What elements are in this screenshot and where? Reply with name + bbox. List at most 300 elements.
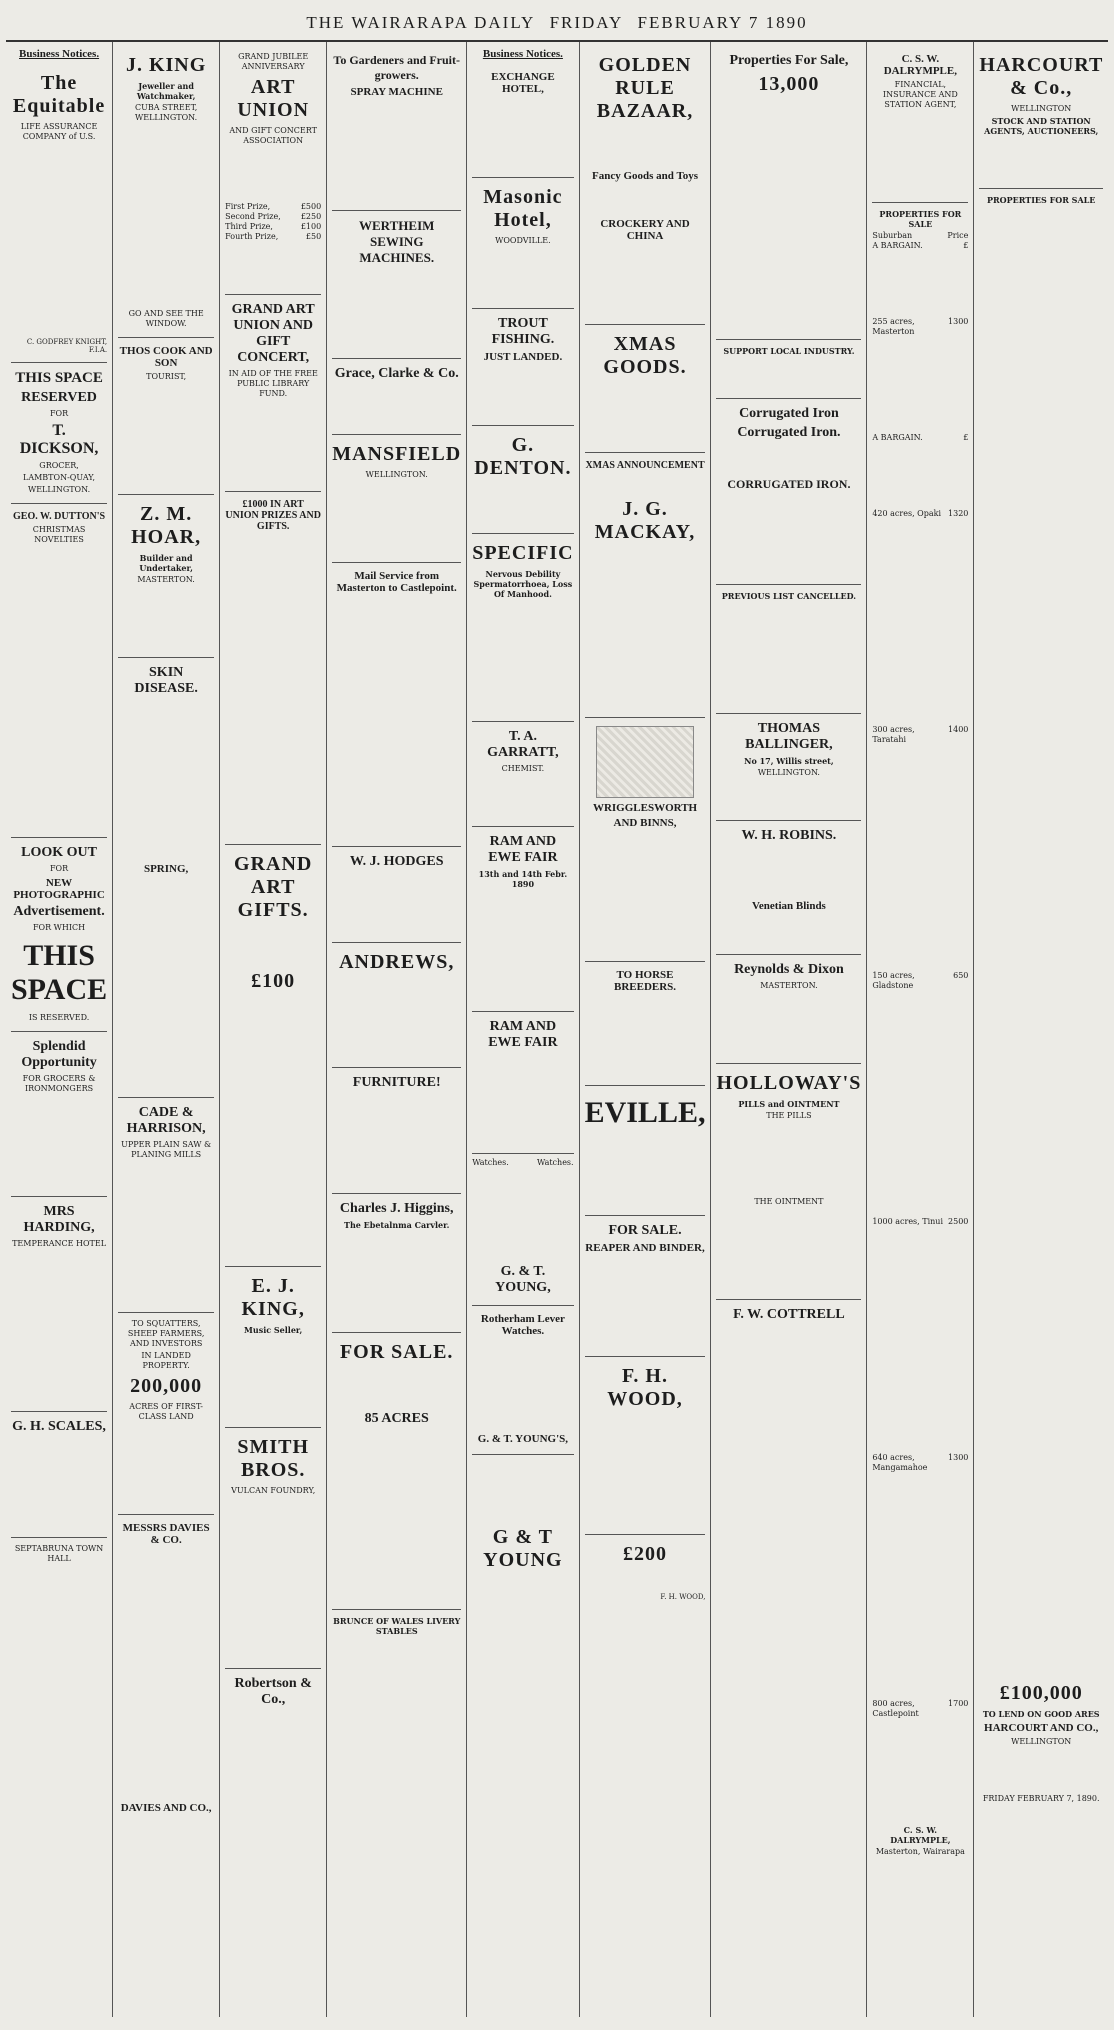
ad-title: To Gardeners and Fruit-growers.	[333, 53, 460, 82]
ad-body	[11, 145, 107, 335]
ad-body	[332, 873, 461, 933]
ad-title: SEPTABRUNA TOWN HALL	[14, 1544, 104, 1563]
ad-body	[979, 208, 1103, 1678]
ad-body	[332, 1430, 461, 1600]
ad-horse-breeders	[585, 962, 706, 1086]
ad-title: EVILLE,	[584, 1096, 706, 1129]
ad-title: ANDREWS,	[339, 951, 455, 973]
ad-body	[872, 340, 968, 430]
ad-cook	[118, 338, 214, 495]
page-footer: FRIDAY FEBRUARY 7, 1890.	[982, 1794, 1100, 1803]
ad-title: G. & T. YOUNG,	[495, 1264, 551, 1295]
ad-title: E. J. KING,	[241, 1275, 305, 1320]
ad-body	[872, 994, 968, 1214]
ad-subtitle: Music Seller,	[244, 1325, 303, 1335]
ad-line: JUST LANDED.	[483, 351, 563, 363]
ad-title: Masonic Hotel,	[483, 186, 563, 231]
ad-body	[472, 1054, 573, 1144]
ad-specific	[472, 534, 573, 722]
ad-body	[472, 1462, 573, 1522]
ad-dickson	[11, 363, 107, 504]
ad-footer: HARCOURT AND CO.,	[984, 1722, 1099, 1734]
paper-title: THE WAIRARAPA DAILY	[306, 13, 536, 32]
property-row: A BARGAIN. £	[872, 433, 969, 442]
ad-title: XMAS GOODS.	[603, 333, 687, 378]
ad-body	[716, 1326, 861, 1486]
ad-body	[472, 602, 573, 712]
ad-body	[332, 1094, 461, 1184]
ad-body	[332, 1233, 461, 1323]
ad-body	[118, 1425, 214, 1505]
ad-body	[11, 1567, 107, 1627]
ad-body	[585, 1257, 706, 1347]
ad-title: CADE & HARRISON,	[126, 1105, 206, 1136]
ad-title: MANSFIELD	[332, 443, 462, 465]
ad-signature: F. H. WOOD,	[660, 1593, 706, 1601]
masthead	[6, 6, 1108, 42]
ad-body	[716, 994, 861, 1054]
ad-title: J. KING	[125, 54, 207, 76]
ad-title: Corrugated Iron	[739, 406, 839, 421]
ad-body	[332, 1639, 461, 1739]
ad-young	[472, 1455, 573, 1615]
ad-title: GEO. W. DUTTON'S	[13, 511, 106, 522]
ad-subtitle: UPPER PLAIN SAW & PLANING MILLS	[121, 1140, 212, 1159]
ad-line: RESERVED	[21, 390, 97, 405]
ad-body	[225, 402, 321, 482]
ad-title: HARCOURT & Co.,	[979, 54, 1104, 99]
ad-body	[872, 446, 968, 506]
column-header: Business Notices.	[19, 48, 100, 60]
ad-wertheim	[332, 211, 461, 359]
ad-place: MASTERTON.	[137, 575, 195, 584]
ad-body	[118, 126, 214, 306]
ad-title: G. H. SCALES,	[12, 1419, 106, 1434]
ad-body	[585, 245, 706, 315]
ad-body	[585, 1415, 706, 1525]
ad-body	[332, 269, 461, 349]
ad-body	[872, 113, 968, 193]
ad-mail-service	[332, 563, 461, 847]
property-row: 800 acres, Castlepoint 1700	[872, 1699, 969, 1718]
ad-body	[979, 139, 1103, 179]
ad-title: C. S. W. DALRYMPLE,	[883, 53, 957, 77]
ad-body	[585, 832, 706, 952]
ad-exchange-hotel	[472, 64, 573, 178]
ad-title: GOLDEN RULE BAZAAR,	[596, 54, 694, 122]
ad-title: FOR SALE.	[339, 1341, 454, 1363]
ad-body	[472, 777, 573, 817]
ad-body	[716, 1124, 861, 1194]
ad-title: RAM AND EWE FAIR	[488, 834, 558, 865]
ad-eville	[585, 1086, 706, 1216]
ad-subtitle: VULCAN FOUNDRY,	[231, 1486, 316, 1495]
ad-body	[872, 1722, 968, 1822]
ad-dutton	[11, 504, 107, 838]
ad-corrugated-iron	[716, 399, 861, 585]
ad-subtitle: FOR GROCERS & IRONMONGERS	[22, 1074, 96, 1093]
ad-body	[716, 1210, 861, 1290]
ad-line: LAMBTON-QUAY,	[23, 473, 96, 482]
ad-title: TO HORSE BREEDERS.	[614, 969, 677, 993]
ad-furniture	[332, 1068, 461, 1194]
ad-subtitle: THE OINTMENT	[754, 1197, 824, 1206]
ad-title: PREVIOUS LIST CANCELLED.	[721, 591, 857, 601]
ad-wrigglesworth	[585, 718, 706, 962]
ad-subtitle: IN AID OF THE FREE PUBLIC LIBRARY FUND.	[228, 369, 318, 398]
ad-title: ART UNION	[237, 76, 310, 121]
ad-title: Mail Service from Masterton to Castlepoint.	[336, 570, 457, 594]
ad-body	[585, 127, 706, 167]
ad-body	[872, 748, 968, 968]
ad-body	[332, 978, 461, 1058]
ad-body	[716, 915, 861, 945]
ad-robins	[716, 821, 861, 955]
ad-title-row: Watches. Watches.	[472, 1158, 574, 1167]
ad-body	[716, 444, 861, 474]
column-2	[113, 42, 220, 2017]
ad-dalrymple	[872, 46, 968, 203]
ad-subtitle: FINANCIAL, INSURANCE AND STATION AGENT,	[882, 80, 958, 109]
ad-line: IN LANDED PROPERTY.	[141, 1351, 191, 1370]
ad-body	[225, 245, 321, 285]
ad-title: FOR SALE.	[608, 1223, 682, 1238]
ad-header: PROPERTIES FOR SALE	[986, 195, 1096, 205]
ad-harding	[11, 1197, 107, 1412]
ad-davies	[118, 1515, 214, 1823]
ad-body	[472, 1171, 573, 1261]
ad-body	[472, 366, 573, 416]
ad-body	[716, 781, 861, 811]
ad-title: £1000 IN ART UNION PRIZES AND GIFTS.	[225, 499, 321, 532]
ad-line: FOR	[49, 864, 69, 873]
ad-title: Z. M. HOAR,	[131, 503, 202, 548]
ad-ram-ewe-fair-2	[472, 1012, 573, 1154]
ad-body	[585, 383, 706, 443]
ad-line: FOR	[49, 409, 69, 418]
ad-body	[472, 98, 573, 168]
ad-title: RAM AND EWE FAIR	[488, 1019, 558, 1050]
ad-body	[332, 101, 461, 201]
ad-body	[11, 1252, 107, 1402]
ad-line: WELLINGTON.	[27, 485, 91, 494]
ad-denton	[472, 426, 573, 534]
ad-body	[225, 149, 321, 199]
ad-robertson	[225, 1669, 321, 1840]
ad-cottrell	[716, 1300, 861, 1495]
ad-title: F. W. COTTRELL	[733, 1307, 845, 1322]
ad-title: GRAND ART UNION AND GIFT CONCERT,	[231, 302, 315, 365]
ad-subtitle: TEMPERANCE HOTEL	[12, 1239, 107, 1248]
ad-body	[872, 1476, 968, 1696]
ad-title: MESSRS DAVIES & CO.	[122, 1522, 210, 1546]
ad-subtitle: The Ebetalnma Carvler.	[344, 1220, 450, 1230]
ad-body	[332, 597, 461, 837]
ad-subtitle: Venetian Blinds	[751, 900, 826, 912]
ad-amount: 85 ACRES	[364, 1411, 429, 1426]
ad-place: MASTERTON.	[760, 981, 818, 990]
photographer-illustration	[596, 726, 695, 798]
ad-line: THIS SPACE	[15, 370, 103, 386]
ad-body	[225, 1338, 321, 1418]
ad-body	[225, 535, 321, 835]
ad-body	[716, 359, 861, 389]
ad-title: Grace, Clarke & Co.	[334, 366, 459, 381]
ad-reynolds-dixon	[716, 955, 861, 1064]
ad-subtitle: AND BINNS,	[613, 817, 677, 829]
ad-amount: 200,000	[130, 1375, 203, 1397]
ad-title: The Equitable	[12, 72, 106, 117]
ad-subtitle: Fancy Goods and Toys	[591, 170, 699, 182]
ad-equitable	[11, 64, 107, 363]
property-row: 255 acres, Masterton 1300	[872, 317, 969, 336]
ad-body	[872, 522, 968, 722]
column-4	[327, 42, 467, 2017]
prize-row: Second Prize, £250	[225, 212, 322, 221]
ad-reaper	[585, 1216, 706, 1357]
ad-title: Reynolds & Dixon	[734, 962, 844, 977]
ad-body	[225, 997, 321, 1257]
ad-gardeners	[332, 46, 461, 211]
ad-body	[585, 185, 706, 215]
ad-footer: DAVIES AND CO.,	[120, 1802, 212, 1814]
ad-signature: C. GODFREY KNIGHT, F.I.A.	[26, 338, 108, 354]
ad-line: T. DICKSON,	[19, 422, 99, 457]
ad-properties	[716, 46, 861, 340]
ad-grand-art-union	[225, 295, 321, 492]
ad-body	[472, 249, 573, 299]
ad-subtitle: Corrugated Iron.	[737, 425, 841, 440]
ad-money-to-lend	[585, 1535, 706, 1609]
ad-hodges	[332, 847, 461, 943]
ad-title: Splendid Opportunity	[21, 1039, 97, 1070]
ad-body	[716, 604, 861, 704]
ad-xmas-goods	[585, 325, 706, 453]
ad-title: T. A. GARRATT,	[487, 729, 559, 760]
ad-title: EXCHANGE HOTEL,	[491, 71, 555, 95]
ad-subtitle: WELLINGTON	[1011, 104, 1072, 113]
ad-title: G & T YOUNG	[483, 1526, 563, 1571]
issue-day: FRIDAY	[549, 13, 624, 32]
ad-scales	[11, 1412, 107, 1538]
ad-title: W. H. ROBINS.	[741, 828, 837, 843]
ad-title: SKIN DISEASE.	[134, 665, 198, 696]
ad-subtitle: WELLINGTON.	[365, 470, 428, 479]
ad-title: WERTHEIM SEWING MACHINES.	[359, 218, 435, 265]
ad-subtitle: G. & T. YOUNG'S,	[477, 1433, 569, 1445]
ad-line: GROCER,	[39, 461, 79, 470]
property-row: 1000 acres, Tinui 2500	[872, 1217, 969, 1226]
ad-body	[225, 1711, 321, 1831]
ad-masonic-hotel	[472, 178, 573, 309]
ad-subtitle: CORRUGATED IRON.	[727, 477, 851, 491]
ad-body	[585, 1136, 706, 1206]
ad-subtitle: CROCKERY AND CHINA	[600, 218, 690, 242]
ad-higgins	[332, 1194, 461, 1333]
ad-grace-clarke	[332, 359, 461, 435]
column-8	[867, 42, 974, 2017]
ad-title: THOMAS BALLINGER,	[745, 721, 833, 752]
ad-holloway	[716, 1064, 861, 1300]
ad-subtitle: TO LEND ON GOOD ARES	[982, 1709, 1100, 1719]
ad-body	[585, 1570, 706, 1590]
ad-subtitle: TOURIST,	[146, 372, 187, 381]
ad-skin-disease	[118, 658, 214, 1098]
ad-body	[118, 588, 214, 648]
ad-line: LOOK OUT	[21, 845, 97, 860]
property-row: A BARGAIN. £	[872, 241, 969, 250]
ad-line: TO SQUATTERS, SHEEP FARMERS, AND INVESTORS	[127, 1319, 205, 1348]
ad-dates: 13th and 14th Febr. 1890	[478, 869, 568, 889]
ad-garratt	[472, 722, 573, 827]
ad-body	[472, 892, 573, 1002]
ad-xmas-announcement	[585, 453, 706, 718]
ad-line: FOR WHICH	[32, 923, 86, 932]
ad-body	[472, 1340, 573, 1430]
ad-body	[332, 1368, 461, 1408]
ad-town-hall	[11, 1538, 107, 1636]
ad-ballinger	[716, 714, 861, 821]
list-header: Suburban Price	[872, 231, 969, 240]
ad-title: G. DENTON.	[474, 434, 572, 479]
ad-title: BRUNCE OF WALES LIVERY STABLES	[333, 1616, 461, 1636]
ad-harcourt	[979, 46, 1103, 189]
ad-land	[118, 1313, 214, 1515]
ad-place: WELLINGTON.	[757, 768, 820, 777]
ad-title: SPECIFIC	[472, 542, 574, 564]
ad-body	[716, 847, 861, 897]
ad-subtitle: SPRING,	[143, 863, 189, 875]
ad-title: THOS COOK AND SON	[119, 345, 213, 369]
ad-art-gifts	[225, 845, 321, 1267]
ad-watches	[472, 1154, 573, 1306]
ad-properties-for-sale	[872, 203, 968, 1865]
column-7	[711, 42, 867, 2017]
ad-title: SUPPORT LOCAL INDUSTRY.	[723, 346, 855, 356]
property-row: 640 acres, Mangamahoe 1300	[872, 1453, 969, 1472]
issue-date: FEBRUARY 7 1890	[637, 13, 808, 32]
ad-body	[118, 878, 214, 1088]
ad-body	[11, 1097, 107, 1187]
ad-subtitle: CHRISTMAS NOVELTIES	[32, 525, 86, 544]
ad-subtitle: SPRAY MACHINE	[350, 86, 443, 98]
ad-line: IS RESERVED.	[28, 1013, 90, 1022]
ad-smith-bros	[225, 1428, 321, 1669]
ad-body	[11, 1438, 107, 1528]
ad-title: Charles J. Higgins,	[339, 1201, 454, 1216]
ad-place: WELLINGTON	[1011, 1737, 1072, 1746]
ad-subtitle: ACRES OF FIRST-CLASS LAND	[129, 1402, 203, 1421]
ad-subtitle: LIFE ASSURANCE COMPANY of U.S.	[20, 122, 98, 141]
ad-body	[332, 483, 461, 553]
prize-row: Third Prize, £100	[225, 222, 322, 231]
ad-footer: C. S. W. DALRYMPLE,	[890, 1825, 951, 1845]
ad-footer: GO AND SEE THE WINDOW.	[128, 309, 204, 328]
ad-subtitle: Nervous Debility Spermatorrhoea, Loss Of Manhood.	[473, 569, 573, 599]
ad-body	[225, 926, 321, 966]
ad-title: F. H. WOOD,	[607, 1365, 683, 1410]
ad-title: SMITH BROS.	[237, 1436, 310, 1481]
ad-body	[585, 548, 706, 708]
ad-body	[585, 996, 706, 1076]
ad-place: Masterton, Wairarapa	[875, 1847, 965, 1856]
ad-title: Rotherham Lever Watches.	[480, 1313, 565, 1337]
column-5	[467, 42, 579, 2017]
ad-place: CUBA STREET, WELLINGTON.	[134, 103, 198, 122]
ad-body	[585, 474, 706, 494]
ad-line: THIS SPACE	[11, 939, 108, 1006]
ad-rotherham	[472, 1306, 573, 1455]
ad-hoar	[118, 495, 214, 658]
columns	[6, 42, 1108, 2017]
column-header: Business Notices.	[482, 48, 563, 60]
ad-title: HOLLOWAY'S	[716, 1072, 862, 1094]
ad-body	[872, 1230, 968, 1450]
ad-body	[118, 1163, 214, 1303]
ad-title: Robertson & Co.,	[234, 1676, 312, 1707]
ad-mansfield	[332, 435, 461, 563]
ad-title: MRS HARDING,	[23, 1204, 95, 1235]
ad-amount: 13,000	[758, 73, 820, 95]
ad-subtitle: J. G. MACKAY,	[594, 498, 696, 543]
ad-head: GRAND JUBILEE ANNIVERSARY	[238, 52, 309, 71]
ad-subtitle: AND GIFT CONCERT ASSOCIATION	[229, 126, 317, 145]
ad-art-union	[225, 46, 321, 295]
ad-body	[716, 495, 861, 575]
prize-row: First Prize, £500	[225, 202, 322, 211]
ad-amount: £100	[251, 970, 296, 992]
ad-amount: £200	[623, 1543, 668, 1565]
ad-subtitle: Builder and Undertaker,	[139, 553, 193, 573]
ad-body	[872, 254, 968, 314]
ad-body	[979, 1750, 1103, 1790]
ad-title: W. J. HODGES	[349, 854, 444, 869]
ad-cade-harrison	[118, 1098, 214, 1313]
ad-subtitle: WOODVILLE.	[495, 236, 551, 245]
ad-body	[118, 1549, 214, 1799]
ad-body	[716, 100, 861, 330]
property-row: 300 acres, Taratahi 1400	[872, 725, 969, 744]
ad-harcourt-properties	[979, 189, 1103, 1809]
ad-body	[118, 385, 214, 485]
column-1	[6, 42, 113, 2017]
ad-title: FURNITURE!	[352, 1075, 441, 1090]
ad-prizes-gifts	[225, 492, 321, 845]
ad-amount: £100,000	[999, 1682, 1083, 1704]
prize-row: Fourth Prize, £50	[225, 232, 322, 241]
ad-body	[225, 1499, 321, 1659]
ad-subtitle: Jeweller and Watchmaker,	[136, 81, 196, 101]
ad-opportunity	[11, 1032, 107, 1197]
ad-subtitle: STOCK AND STATION AGENTS, AUCTIONEERS,	[984, 116, 1099, 136]
ad-body	[118, 700, 214, 860]
ad-photographic	[11, 838, 107, 1032]
ad-subtitle: THE PILLS	[766, 1111, 812, 1120]
ad-golden-rule	[585, 46, 706, 325]
ad-subtitle: PILLS and OINTMENT	[738, 1099, 840, 1109]
ad-body	[332, 385, 461, 425]
ad-for-sale	[332, 1333, 461, 1610]
ad-title: GRAND ART GIFTS.	[234, 853, 313, 921]
column-9	[974, 42, 1108, 2017]
ad-body	[472, 484, 573, 524]
ad-subtitle: REAPER AND BINDER,	[585, 1242, 705, 1254]
ad-ej-king	[225, 1267, 321, 1428]
ad-subtitle: CHEMIST.	[501, 764, 545, 773]
ad-support-local	[716, 340, 861, 399]
ad-line: TROUT FISHING.	[491, 316, 555, 347]
ad-trout	[472, 309, 573, 426]
